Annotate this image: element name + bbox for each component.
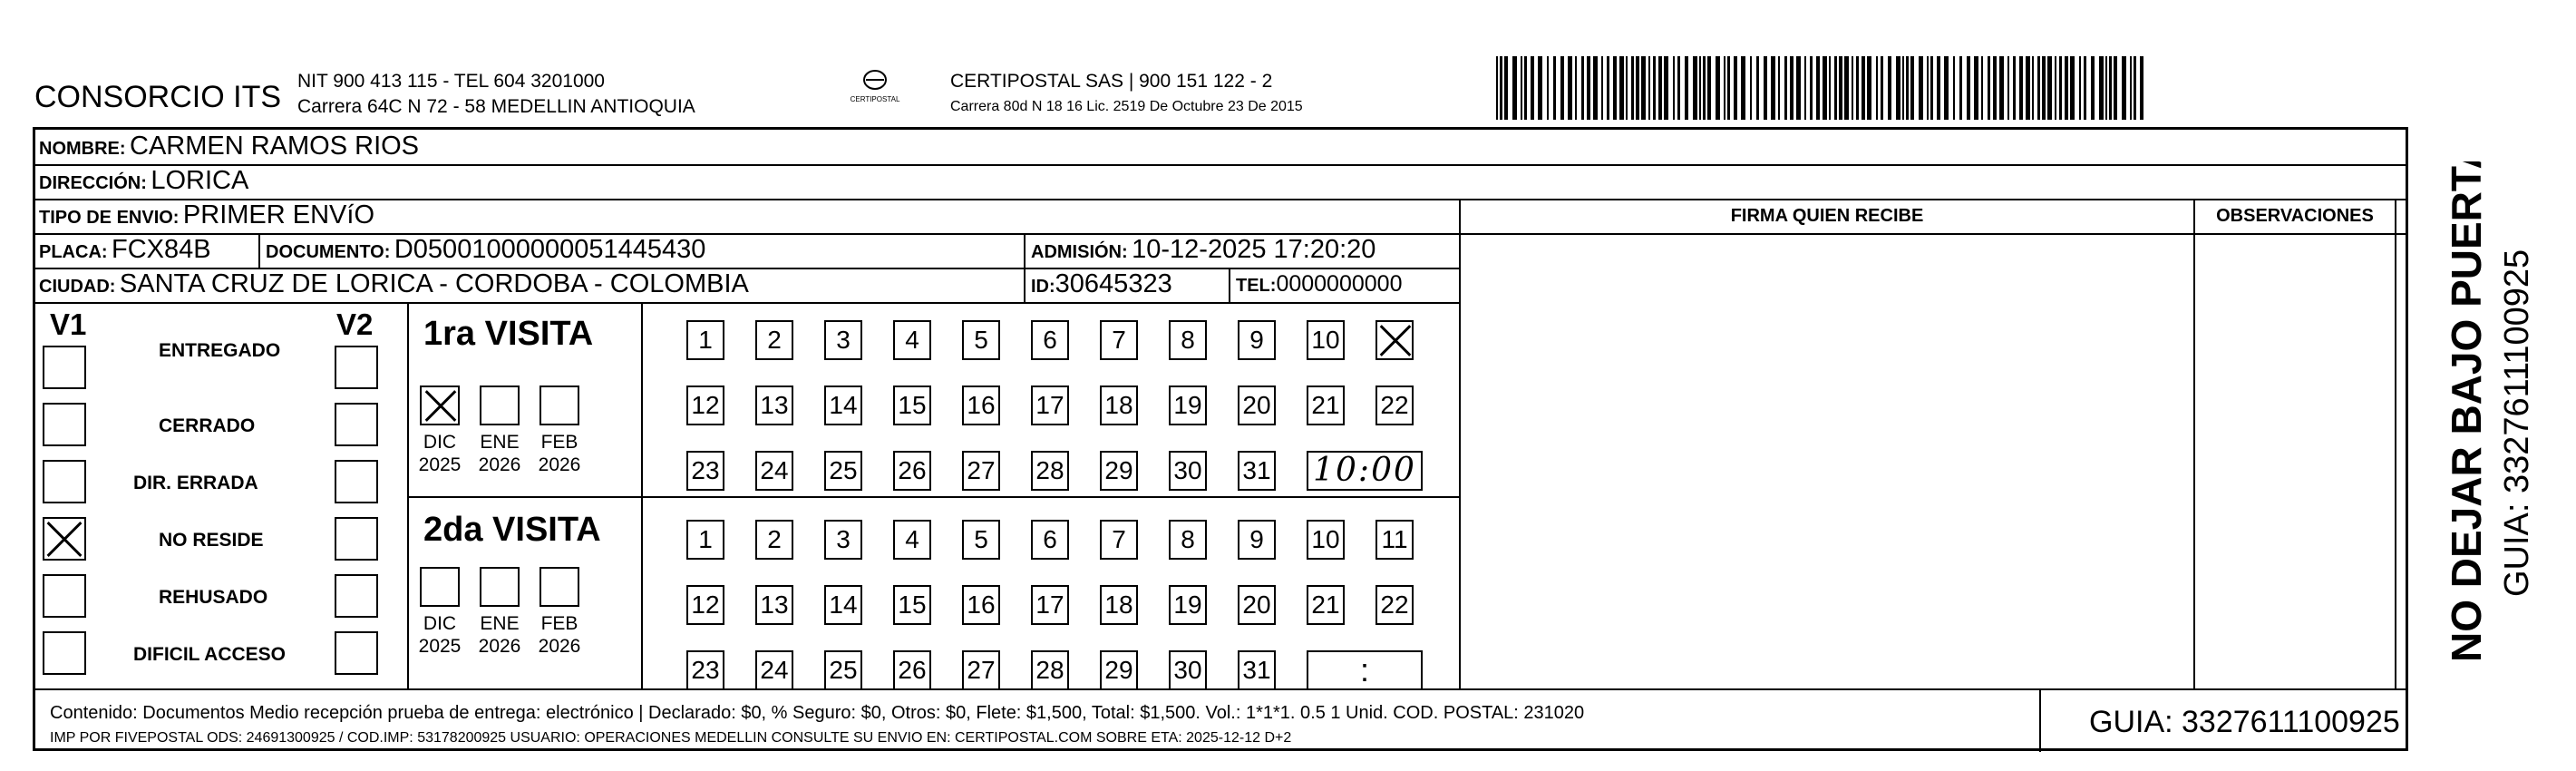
barcode-bar (1707, 56, 1711, 120)
barcode-bar (1685, 56, 1688, 120)
id-cell (1031, 269, 1172, 299)
v2-checkbox[interactable] (335, 460, 378, 503)
barcode-bar (1601, 56, 1603, 120)
v2-header: V2 (336, 307, 374, 341)
day-box[interactable]: 3 (824, 320, 862, 360)
barcode-bar (1741, 56, 1745, 120)
barcode-bar (1953, 56, 1955, 120)
barcode-bar (1613, 56, 1617, 120)
barcode-bar (2105, 56, 2107, 120)
rule (2395, 199, 2396, 688)
day-box[interactable]: 30 (1169, 451, 1207, 491)
barcode-bar (1664, 56, 1668, 120)
barcode-bar (1919, 56, 1923, 120)
barcode-bar (1844, 56, 1849, 120)
barcode-bar (1593, 56, 1598, 120)
day-box[interactable]: 4 (893, 320, 931, 360)
day-box[interactable]: 1 (686, 320, 724, 360)
month-label (408, 612, 471, 658)
barcode-bar (1852, 56, 1853, 120)
day-box[interactable]: 13 (755, 585, 793, 625)
side-guia-text: GUIA: 3327611100925 (2498, 249, 2536, 597)
rule (1024, 233, 1026, 268)
barcode-bar (2109, 56, 2112, 120)
barcode-bar (2099, 56, 2104, 120)
day-box[interactable]: 5 (962, 320, 1000, 360)
barcode-bar (1734, 56, 1737, 120)
day-box[interactable]: 22 (1375, 585, 1414, 625)
barcode-bar (1834, 56, 1837, 120)
barcode-bar (1631, 56, 1634, 120)
day-box[interactable]: 25 (824, 451, 862, 491)
month-year: 2026 (538, 636, 581, 657)
month-label (468, 612, 531, 658)
barcode-bar (2065, 56, 2068, 120)
direccion-label: DIRECCIÓN: (39, 173, 147, 193)
v1-checkbox[interactable] (43, 346, 86, 389)
barcode-bar (1896, 56, 1900, 120)
v2-checkbox[interactable] (335, 346, 378, 389)
barcode-bar (1974, 56, 1978, 120)
day-box[interactable]: 16 (962, 585, 1000, 625)
v1-checkbox[interactable] (43, 403, 86, 446)
direccion-value: LORICA (151, 166, 249, 195)
month-name: ENE (480, 613, 520, 634)
barcode-bar (1930, 56, 1933, 120)
v2-checkbox[interactable] (335, 631, 378, 675)
barcode-bar (1959, 56, 1962, 120)
barcode-bar (2037, 56, 2040, 120)
barcode-bar (1521, 56, 1522, 120)
admision-cell (1031, 235, 1375, 265)
day-box[interactable]: 1 (686, 520, 724, 560)
barcode-bar (1648, 56, 1650, 120)
certipostal-info (950, 69, 1303, 120)
nit-line: NIT 900 413 115 - TEL 604 3201000 (297, 71, 605, 92)
admision-value: 10-12-2025 17:20:20 (1132, 235, 1376, 264)
barcode-bar (1724, 56, 1725, 120)
month-year: 2025 (418, 636, 462, 657)
observaciones-header: OBSERVACIONES (2216, 206, 2374, 226)
barcode-bar (2140, 56, 2143, 120)
day-box[interactable]: 17 (1031, 585, 1069, 625)
day-box[interactable]: 24 (755, 451, 793, 491)
barcode-bar (1816, 56, 1820, 120)
month-name: DIC (423, 613, 457, 634)
barcode-bar (1553, 56, 1556, 120)
barcode-bar (1778, 56, 1780, 120)
barcode-bar (1937, 56, 1940, 120)
month-label (468, 431, 531, 476)
day-box[interactable]: 9 (1238, 520, 1276, 560)
barcode-bar (2007, 56, 2009, 120)
day-box[interactable]: 19 (1169, 386, 1207, 425)
v2-checkbox[interactable] (335, 517, 378, 561)
month-checkbox[interactable] (420, 386, 460, 425)
rule (1459, 199, 1461, 688)
month-year: 2026 (538, 454, 581, 475)
ciudad-label: CIUDAD: (39, 277, 116, 297)
barcode-bar (1693, 56, 1697, 120)
day-box[interactable]: 25 (824, 650, 862, 690)
barcode-bar (2114, 56, 2117, 120)
guide-frame (33, 127, 2408, 751)
month-year: 2026 (478, 454, 521, 475)
status-label: CERRADO (159, 415, 256, 436)
day-box[interactable]: 7 (1100, 320, 1138, 360)
barcode-bar (1581, 56, 1584, 120)
barcode-bar (1876, 56, 1878, 120)
day-box[interactable]: 17 (1031, 386, 1069, 425)
barcode-bar (2134, 56, 2136, 120)
rule (2039, 688, 2041, 752)
rule (258, 233, 260, 268)
day-box[interactable]: 5 (962, 520, 1000, 560)
day-box[interactable]: 18 (1100, 585, 1138, 625)
barcode-bar (1636, 56, 1639, 120)
footer-imp: IMP POR FIVEPOSTAL ODS: 24691300925 / COD.IMP: 53178200925 USUARIO: OPERACIONES MEDELLIN CONSULTE SU ENVIO EN: CERTIPOSTAL.COM SOBRE ETA: 2025-12-12 D+2 (50, 730, 1292, 746)
rule (35, 302, 1459, 304)
barcode-bar (1575, 56, 1577, 120)
ciudad-cell (39, 269, 749, 299)
barcode-bar (2047, 56, 2052, 120)
barcode-bar (1784, 56, 1787, 120)
month-checkbox[interactable] (540, 386, 579, 425)
month-checkbox[interactable] (480, 386, 520, 425)
barcode (1496, 56, 2149, 120)
barcode-bar (1804, 56, 1806, 120)
day-box[interactable]: 15 (893, 386, 931, 425)
nombre-row (39, 132, 419, 161)
day-box[interactable]: 23 (686, 650, 724, 690)
month-checkbox[interactable] (540, 567, 579, 607)
address-line: Carrera 64C N 72 - 58 MEDELLIN ANTIOQUIA (297, 96, 695, 117)
barcode-bar (1856, 56, 1859, 120)
no-dejar-text: NO DEJAR BAJO PUERTA (2443, 161, 2490, 662)
month-name: FEB (540, 613, 578, 634)
cert-line: CERTIPOSTAL SAS | 900 151 122 - 2 (950, 71, 1273, 92)
day-box[interactable]: 15 (893, 585, 931, 625)
barcode-bar (1496, 56, 1498, 120)
day-box[interactable]: 29 (1100, 650, 1138, 690)
barcode-bar (1703, 56, 1706, 120)
barcode-bar (1626, 56, 1628, 120)
tipo-row (39, 200, 374, 230)
barcode-bar (1796, 56, 1801, 120)
barcode-bar (1673, 56, 1675, 120)
month-name: DIC (423, 432, 457, 453)
barcode-bar (2032, 56, 2034, 120)
status-label: DIFICIL ACCESO (133, 644, 287, 665)
day-box[interactable]: 24 (755, 650, 793, 690)
barcode-bar (1512, 56, 1517, 120)
barcode-bar (1658, 56, 1662, 120)
cert-address: Carrera 80d N 18 16 Lic. 2519 De Octubre 23 De 2015 (950, 99, 1303, 114)
barcode-bar (1619, 56, 1624, 120)
direccion-row (39, 166, 248, 196)
admision-label: ADMISIÓN: (1031, 242, 1128, 262)
day-box[interactable]: 21 (1307, 386, 1345, 425)
barcode-bar (1653, 56, 1656, 120)
day-box[interactable]: 14 (824, 386, 862, 425)
barcode-bar (1810, 56, 1813, 120)
day-box[interactable]: 29 (1100, 451, 1138, 491)
status-label: REHUSADO (159, 587, 268, 608)
day-box[interactable]: 13 (755, 386, 793, 425)
month-checkbox[interactable] (420, 567, 460, 607)
barcode-bar (1756, 56, 1759, 120)
barcode-bar (1988, 56, 1990, 120)
barcode-bar (1727, 56, 1730, 120)
barcode-bar (2084, 56, 2086, 120)
day-box[interactable]: 31 (1238, 451, 1276, 491)
day-box[interactable]: 10 (1307, 320, 1345, 360)
day-box[interactable]: 11 (1375, 520, 1414, 560)
month-checkbox[interactable] (480, 567, 520, 607)
day-box[interactable]: 7 (1100, 520, 1138, 560)
day-box[interactable]: 20 (1238, 585, 1276, 625)
day-box[interactable]: 3 (824, 520, 862, 560)
day-box[interactable]: 23 (686, 451, 724, 491)
day-box[interactable]: 20 (1238, 386, 1276, 425)
barcode-bar (1764, 56, 1767, 120)
rule (1229, 268, 1230, 302)
day-box[interactable]: 18 (1100, 386, 1138, 425)
firma-header: FIRMA QUIEN RECIBE (1730, 206, 1924, 226)
day-box[interactable]: 28 (1031, 451, 1069, 491)
id-value: 30645323 (1055, 269, 1172, 298)
month-year: 2026 (478, 636, 521, 657)
barcode-bar (1547, 56, 1549, 120)
day-box[interactable]: 12 (686, 585, 724, 625)
month-label (408, 431, 471, 476)
barcode-bar (1750, 56, 1752, 120)
tipo-label: TIPO DE ENVIO: (39, 208, 180, 228)
documento-label: DOCUMENTO: (266, 242, 391, 262)
barcode-bar (2091, 56, 2095, 120)
barcode-bar (1524, 56, 1527, 120)
tel-label: TEL: (1236, 276, 1277, 296)
barcode-bar (1881, 56, 1883, 120)
visit1-title: 1ra VISITA (423, 315, 594, 353)
time-box[interactable]: : (1307, 650, 1423, 690)
status-label: DIR. ERRADA (133, 473, 258, 493)
barcode-bar (1531, 56, 1534, 120)
v1-header: V1 (50, 307, 87, 341)
barcode-bar (1607, 56, 1609, 120)
documento-value: D05001000000051445430 (394, 235, 706, 264)
status-label: NO RESIDE (159, 530, 264, 551)
barcode-bar (2042, 56, 2046, 120)
day-box[interactable]: 16 (962, 386, 1000, 425)
barcode-bar (1927, 56, 1929, 120)
barcode-bar (2026, 56, 2030, 120)
tel-cell (1236, 271, 1402, 298)
tel-value: 0000000000 (1276, 271, 1403, 297)
day-box[interactable]: 2 (755, 520, 793, 560)
status-label: ENTREGADO (159, 340, 281, 361)
tipo-value: PRIMER ENVíO (182, 200, 375, 229)
barcode-bar (2013, 56, 2016, 120)
month-label (528, 612, 591, 658)
barcode-bar (2122, 56, 2126, 120)
day-box[interactable]: 8 (1169, 520, 1207, 560)
barcode-bar (2070, 56, 2075, 120)
barcode-bar (1999, 56, 2004, 120)
barcode-bar (1888, 56, 1891, 120)
visit2-title: 2da VISITA (423, 511, 601, 549)
ciudad-value: SANTA CRUZ DE LORICA - CORDOBA - COLOMBIA (119, 269, 749, 298)
day-box[interactable]: 6 (1031, 320, 1069, 360)
day-box[interactable]: 19 (1169, 585, 1207, 625)
logo-text: CERTIPOSTAL (850, 95, 900, 103)
day-box[interactable]: 9 (1238, 320, 1276, 360)
day-box[interactable]: 26 (893, 451, 931, 491)
rule (407, 496, 1459, 498)
day-box[interactable]: 12 (686, 386, 724, 425)
company-name: CONSORCIO ITS (34, 80, 282, 114)
barcode-bar (1906, 56, 1909, 120)
documento-cell (266, 235, 705, 265)
placa-cell (39, 235, 211, 265)
day-box[interactable]: 8 (1169, 320, 1207, 360)
barcode-bar (2019, 56, 2023, 120)
v2-checkbox[interactable] (335, 574, 378, 618)
barcode-bar (1867, 56, 1871, 120)
barcode-bar (2059, 56, 2062, 120)
barcode-bar (1677, 56, 1680, 120)
guia-number: GUIA: 3327611100925 (2089, 705, 2400, 739)
barcode-bar (1538, 56, 1542, 120)
barcode-bar (1790, 56, 1793, 120)
barcode-bar (1910, 56, 1914, 120)
barcode-bar (2130, 56, 2132, 120)
day-box[interactable]: 28 (1031, 650, 1069, 690)
month-name: ENE (480, 432, 520, 453)
barcode-bar (1981, 56, 1983, 120)
barcode-bar (1829, 56, 1831, 120)
v1-checkbox[interactable] (43, 574, 86, 618)
day-box[interactable]: 14 (824, 585, 862, 625)
day-box[interactable]: 4 (893, 520, 931, 560)
day-box[interactable]: 26 (893, 650, 931, 690)
barcode-bar (1587, 56, 1590, 120)
month-label (528, 431, 591, 476)
v2-checkbox[interactable] (335, 403, 378, 446)
barcode-bar (1944, 56, 1949, 120)
barcode-bar (1504, 56, 1508, 120)
day-box[interactable]: 31 (1238, 650, 1276, 690)
day-box[interactable]: 10 (1307, 520, 1345, 560)
time-box[interactable]: 10:00 (1307, 451, 1423, 491)
side-notice (2416, 161, 2561, 669)
barcode-bar (1902, 56, 1904, 120)
placa-label: PLACA: (39, 242, 108, 262)
placa-value: FCX84B (112, 235, 211, 264)
day-box-crossed[interactable] (1375, 320, 1414, 360)
barcode-bar (1771, 56, 1775, 120)
barcode-bar (1500, 56, 1502, 120)
barcode-bar (1641, 56, 1646, 120)
footer-content: Contenido: Documentos Medio recepción prueba de entrega: electrónico | Declarado: $0, % Seguro: $0, Otros: $0, Flete: $1,500, Total: $1,500. Vol.: 1*1*1. 0.5 1 Unid. COD. POSTAL: 231020 (50, 703, 1585, 723)
barcode-bar (1823, 56, 1827, 120)
rule (2193, 199, 2195, 688)
month-name: FEB (540, 432, 578, 453)
day-box[interactable]: 2 (755, 320, 793, 360)
barcode-bar (1560, 56, 1564, 120)
certipostal-logo (843, 65, 907, 112)
day-box[interactable]: 30 (1169, 650, 1207, 690)
day-box[interactable]: 22 (1375, 386, 1414, 425)
rule (35, 688, 2406, 690)
barcode-bar (1862, 56, 1865, 120)
nombre-label: NOMBRE: (39, 139, 126, 159)
barcode-bar (2055, 56, 2056, 120)
rule (35, 199, 2406, 200)
v1-checkbox[interactable] (43, 631, 86, 675)
day-box[interactable]: 27 (962, 650, 1000, 690)
barcode-bar (2079, 56, 2081, 120)
day-box[interactable]: 27 (962, 451, 1000, 491)
v1-checkbox[interactable] (43, 460, 86, 503)
nombre-value: CARMEN RAMOS RIOS (130, 132, 420, 161)
id-label: ID: (1031, 277, 1055, 297)
v1-checkbox[interactable] (43, 517, 86, 561)
company-nit (297, 69, 695, 120)
rule (641, 302, 643, 688)
barcode-bar (1967, 56, 1970, 120)
barcode-bar (1839, 56, 1842, 120)
barcode-bar (1716, 56, 1720, 120)
day-box[interactable]: 6 (1031, 520, 1069, 560)
month-year: 2025 (418, 454, 462, 475)
rule (35, 164, 2406, 166)
day-box[interactable]: 21 (1307, 585, 1345, 625)
barcode-bar (1568, 56, 1572, 120)
barcode-bar (1993, 56, 1997, 120)
barcode-bar (1699, 56, 1701, 120)
rule (1024, 268, 1026, 302)
